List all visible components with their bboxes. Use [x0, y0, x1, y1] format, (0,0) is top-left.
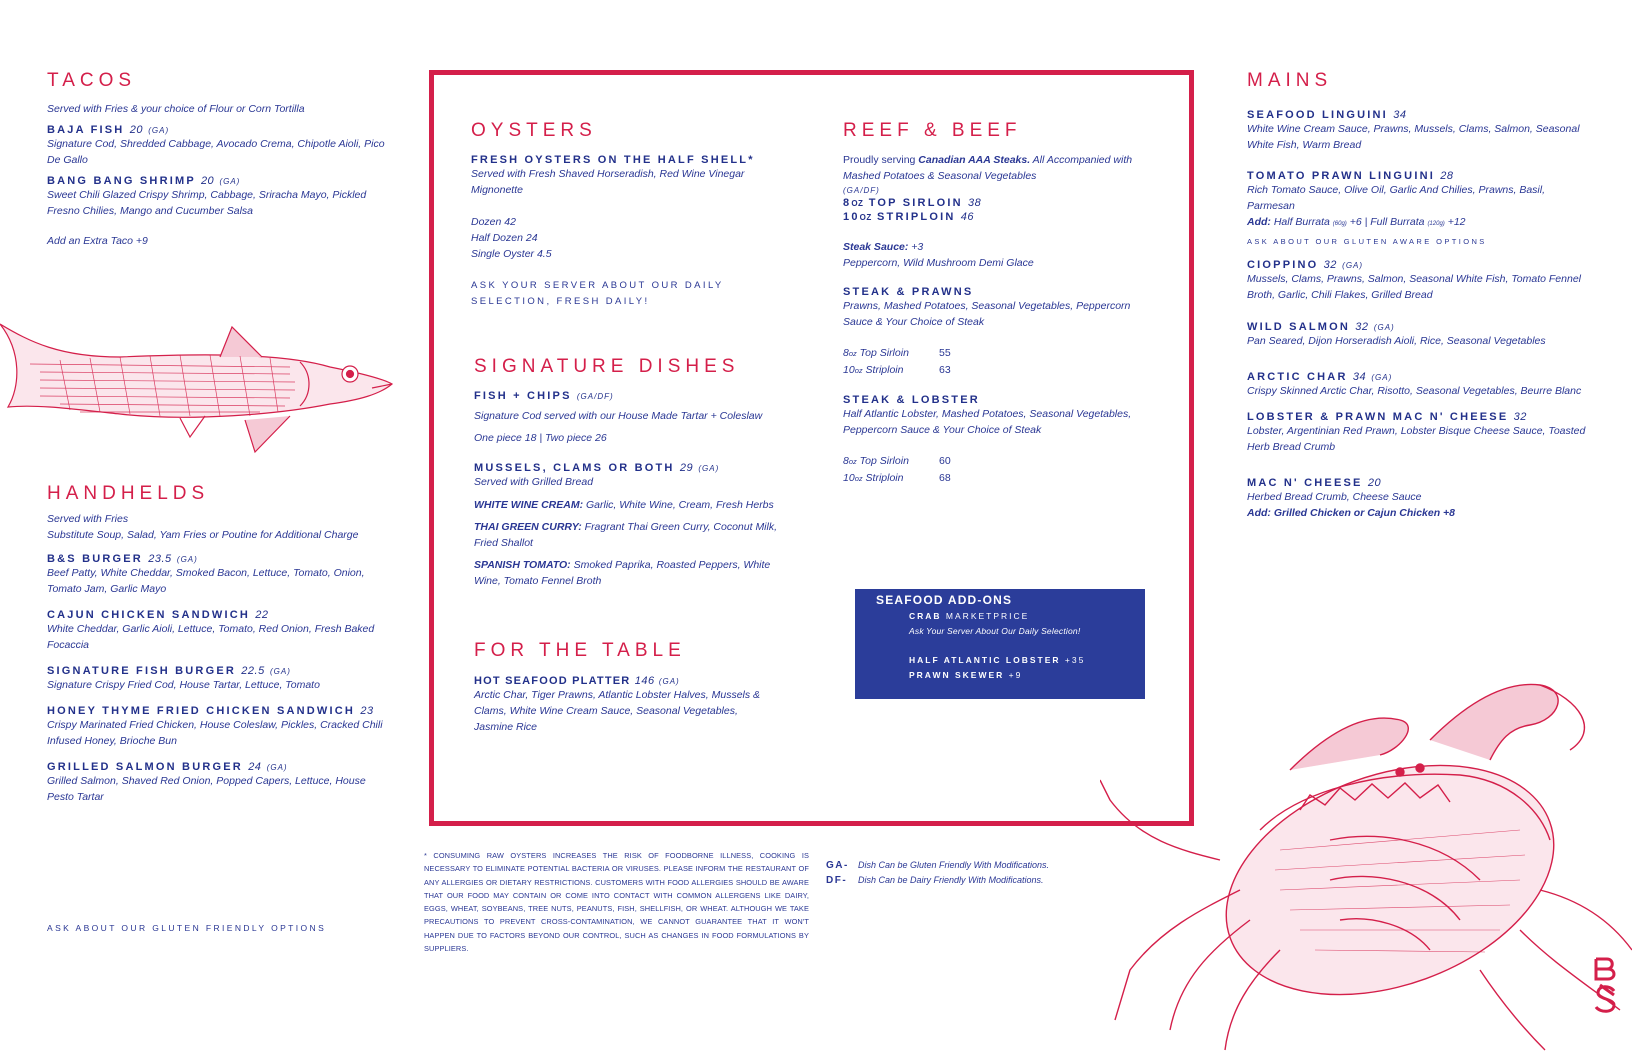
item-tag: (GA) [1371, 373, 1393, 382]
add-text: +12 [1444, 216, 1466, 228]
item-description: Crispy Skinned Arctic Char, Risotto, Seasonal Vegetables, Beurre Blanc [1247, 385, 1582, 397]
oysters-half-dozen: Half Dozen 24 [471, 232, 538, 244]
steak-sauce-price: +3 [908, 241, 924, 253]
price-row [843, 362, 1153, 379]
addon-lobster [876, 653, 1145, 668]
oysters-single: Single Oyster 4.5 [471, 248, 552, 260]
item-description: Mussels, Clams, Prawns, Salmon, Seasonal White Fish, Tomato Fennel Broth, Garlic, Chili Flakes, Grilled Bread [1247, 273, 1581, 301]
mac-addon [1247, 505, 1592, 521]
menu-item [47, 609, 392, 653]
item-description: Served with Fresh Shaved Horseradish, Red Wine Vinegar Mignonette [471, 168, 745, 196]
price-row-value: 60 [939, 455, 951, 467]
mains-title: MAINS [1247, 70, 1333, 91]
menu-item [47, 124, 392, 168]
steak-unit: OZ [851, 199, 864, 208]
handhelds-title: HANDHELDS [47, 483, 210, 504]
add-text: Half Burrata [1270, 216, 1333, 228]
item-price: 22 [255, 609, 269, 621]
legend-key: DF- [826, 875, 848, 886]
item-description: Prawns, Mashed Potatoes, Seasonal Vegetables, Peppercorn Sauce & Your Choice of Steak [843, 300, 1131, 328]
item-description: Arctic Char, Tiger Prawns, Atlantic Lobster Halves, Mussels & Clams, White Wine Cream Sauce, Seasonal Vegetables, Jasmine Rice [474, 689, 761, 733]
burrata-addon [1247, 214, 1592, 232]
menu-item [1247, 477, 1592, 521]
oysters-title: OYSTERS [471, 120, 597, 141]
item-description: Grilled Salmon, Shaved Red Onion, Popped Capers, Lettuce, House Pesto Tartar [47, 775, 366, 803]
item-name: MAC N' CHEESE [1247, 477, 1363, 489]
item-name: TOP SIRLOIN [863, 197, 963, 209]
item-name: CAJUN CHICKEN SANDWICH [47, 609, 251, 621]
intro-highlight: Canadian AAA Steaks. [918, 154, 1031, 166]
item-description: White Wine Cream Sauce, Prawns, Mussels, Clams, Salmon, Seasonal White Fish, Warm Bread [1247, 123, 1580, 151]
legend-df [826, 873, 1049, 888]
item-description: Pan Seared, Dijon Horseradish Aioli, Rice, Seasonal Vegetables [1247, 335, 1546, 347]
steak-sirloin [843, 197, 1153, 209]
signature-title: SIGNATURE DISHES [474, 356, 740, 377]
steak-sauce [843, 239, 1153, 255]
item-name: STEAK & LOBSTER [843, 394, 980, 406]
addon-price: +35 [1060, 655, 1086, 665]
add-text: +6 | Full Burrata [1346, 216, 1428, 228]
item-tag: (GA/DF) [576, 392, 614, 401]
item-price: 24 [248, 761, 262, 773]
item-price: 20 [1367, 477, 1382, 489]
price-row-label: 8oz Top Sirloin [843, 455, 909, 467]
legend-text: Dish Can be Dairy Friendly With Modifications. [858, 875, 1044, 885]
steak-size: 10 [843, 211, 860, 223]
item-tag: (GA) [176, 555, 198, 564]
reef-beef-section [843, 120, 1153, 487]
item-description: Herbed Bread Crumb, Cheese Sauce [1247, 491, 1422, 503]
for-the-table-section [474, 640, 779, 735]
broth-option-label: SPANISH TOMATO: [474, 559, 571, 571]
item-price: 32 [1513, 411, 1527, 423]
menu-item [1247, 321, 1592, 349]
item-name: FISH + CHIPS [474, 390, 572, 402]
item-description: Served with Grilled Bread [474, 476, 594, 488]
oysters-section [471, 120, 776, 310]
gluten-aware-note: ASK ABOUT OUR GLUTEN AWARE OPTIONS [1247, 237, 1487, 246]
price-row-label: 10oz Striploin [843, 472, 904, 484]
item-price: 38 [968, 197, 982, 209]
menu-item [1247, 259, 1592, 303]
item-price: 28 [1440, 170, 1454, 182]
price-row [843, 453, 1153, 470]
item-name: LOBSTER & PRAWN MAC N' CHEESE [1247, 411, 1509, 423]
item-description: Sweet Chili Glazed Crispy Shrimp, Cabbage, Sriracha Mayo, Pickled Fresno Chilies, Mango and Cucumber Salsa [47, 189, 367, 217]
item-description: Lobster, Argentinian Red Prawn, Lobster Bisque Cheese Sauce, Toasted Herb Bread Crumb [1247, 425, 1586, 453]
broth-option [474, 519, 779, 551]
item-tag: (GA) [658, 677, 680, 686]
item-name: BAJA FISH [47, 124, 125, 136]
item-description: Beef Patty, White Cheddar, Smoked Bacon, Lettuce, Tomato, Onion, Tomato Jam, Garlic Mayo [47, 567, 365, 595]
item-name: STEAK & PRAWNS [843, 286, 974, 298]
legend-text: Dish Can be Gluten Friendly With Modifications. [858, 860, 1049, 870]
item-description: Signature Crispy Fried Cod, House Tartar, Lettuce, Tomato [47, 679, 320, 691]
item-name: ARCTIC CHAR [1247, 371, 1348, 383]
item-name: HONEY THYME FRIED CHICKEN SANDWICH [47, 705, 356, 717]
addon-daily-note: Ask Your Server About Our Daily Selection! [909, 626, 1081, 636]
handhelds-section [47, 483, 392, 805]
extra-taco-note: Add an Extra Taco +9 [47, 235, 148, 247]
add-label: Add: [1247, 216, 1271, 228]
crab-illustration-icon [1100, 680, 1632, 1056]
addon-name: CRAB [909, 611, 942, 621]
broth-option [474, 557, 779, 589]
price-row [843, 345, 1153, 362]
menu-item [47, 553, 392, 597]
allergy-disclaimer: * CONSUMING RAW OYSTERS INCREASES THE RISK OF FOODBORNE ILLNESS, COOKING IS NECESSARY TO ELIMINATE POTENTIAL BACTERIA OR VIRUSES. PLEASE INFORM THE RESTAURANT OF ANY ALLERGIES OR DIETARY RESTRICTIONS. CUSTOMERS WITH FOOD ALLERGIES SHOULD BE AWARE THAT OUR FOOD MAY CONTAIN OR COME INTO CONTACT WITH COMMON ALLERGENS LIKE DAIRY, EGGS, WHEAT, SOYBEANS, TREE NUTS, PEANUTS, FISH, SHELLFISH, OR WHEAT. ALTHOUGH WE TAKE PRECAUTIONS TO PREVENT CROSS-CONTAMINATION, WE CANNOT GUARANTEE THAT IT WON'T HAPPEN DUE TO FACTORS BEYOND OUR CONTROL, SUCH AS CHANGES IN FOOD FORMULATIONS BY SUPPLIERS. [424, 851, 809, 954]
item-name: SIGNATURE FISH BURGER [47, 665, 237, 677]
broth-option-label: THAI GREEN CURRY: [474, 521, 582, 533]
item-description: Signature Cod, Shredded Cabbage, Avocado Crema, Chipotle Aioli, Pico De Gallo [47, 138, 385, 166]
dietary-legend [826, 858, 1049, 888]
item-price: 20 [129, 124, 143, 136]
item-name: HOT SEAFOOD PLATTER [474, 675, 631, 687]
add-text: Grilled Chicken or Cajun Chicken +8 [1270, 507, 1456, 519]
item-description: Half Atlantic Lobster, Mashed Potatoes, Seasonal Vegetables, Peppercorn Sauce & Your Choice of Steak [843, 408, 1132, 436]
gluten-friendly-note: ASK ABOUT OUR GLUTEN FRIENDLY OPTIONS [47, 923, 327, 933]
mains-section [1247, 70, 1592, 521]
menu-item [1247, 371, 1592, 399]
tacos-section [47, 70, 392, 249]
addon-price: +9 [1004, 670, 1023, 680]
broth-option-text: Fragrant Thai Green Curry, Coconut Milk, Fried Shallot [474, 521, 778, 549]
menu-item [47, 665, 392, 693]
item-description: Rich Tomato Sauce, Olive Oil, Garlic And Chilies, Prawns, Basil, Parmesan [1247, 184, 1545, 212]
fish-illustration-icon [0, 312, 400, 472]
tacos-intro: Served with Fries & your choice of Flour or Corn Tortilla [47, 103, 305, 115]
item-name: B&S BURGER [47, 553, 143, 565]
price-row-label: 8oz Top Sirloin [843, 347, 909, 359]
broth-option-label: WHITE WINE CREAM: [474, 499, 584, 511]
item-price: 29 [679, 462, 694, 474]
item-price: 22.5 [241, 665, 265, 677]
reef-beef-intro [843, 152, 1153, 184]
item-name: FRESH OYSTERS ON THE HALF SHELL* [471, 154, 755, 166]
handhelds-intro-substitute: Substitute Soup, Salad, Yam Fries or Poutine for Additional Charge [47, 529, 359, 541]
legend-key: GA- [826, 860, 849, 871]
item-tag: (GA) [148, 126, 170, 135]
add-label: Add: [1247, 507, 1271, 519]
addon-name: PRAWN SKEWER [909, 670, 1005, 680]
reef-beef-title: REEF & BEEF [843, 120, 1022, 141]
item-name: GRILLED SALMON BURGER [47, 761, 243, 773]
add-size: (120g) [1427, 221, 1445, 227]
add-size: (60g) [1332, 221, 1347, 227]
item-description: Crispy Marinated Fried Chicken, House Coleslaw, Pickles, Cracked Chili Infused Honey, Brioche Bun [47, 719, 383, 747]
item-name: CIOPPINO [1247, 259, 1319, 271]
tacos-title: TACOS [47, 70, 137, 91]
addon-price: MARKETPRICE [941, 611, 1030, 621]
signature-section [474, 356, 779, 589]
intro-text: Proudly serving [843, 154, 919, 166]
menu-item [47, 761, 392, 805]
addon-name: HALF ATLANTIC LOBSTER [909, 655, 1061, 665]
item-price: 146 [634, 675, 655, 687]
item-price: 34 [1393, 109, 1407, 121]
oysters-dozen: Dozen 42 [471, 216, 516, 228]
price-row-value: 68 [939, 472, 951, 484]
item-tag: (GA) [219, 177, 241, 186]
item-description: White Cheddar, Garlic Aioli, Lettuce, Tomato, Red Onion, Fresh Baked Focaccia [47, 623, 375, 651]
intro-rest: All Accompanied with Mashed Potatoes & Seasonal Vegetables [843, 154, 1133, 182]
item-name: MUSSELS, CLAMS OR BOTH [474, 462, 675, 474]
item-name: WILD SALMON [1247, 321, 1351, 333]
item-tag: (GA) [1342, 261, 1364, 270]
menu-item [47, 175, 392, 219]
addons-title: SEAFOOD ADD-ONS [876, 593, 1013, 607]
menu-item [1247, 411, 1592, 455]
item-price: 23 [360, 705, 374, 717]
item-name: TOMATO PRAWN LINGUINI [1247, 170, 1435, 182]
steak-sauce-desc: Peppercorn, Wild Mushroom Demi Glace [843, 257, 1034, 269]
item-price: 32 [1355, 321, 1369, 333]
item-price: 46 [960, 211, 974, 223]
steak-striploin [843, 211, 1153, 223]
item-name: SEAFOOD LINGUINI [1247, 109, 1388, 121]
logo [1592, 955, 1620, 1015]
broth-option-text: Smoked Paprika, Roasted Peppers, White Wine, Tomato Fennel Broth [474, 559, 771, 587]
price-row-value: 63 [939, 364, 951, 376]
oysters-daily-note: ASK YOUR SERVER ABOUT OUR DAILY SELECTION, FRESH DAILY! [471, 280, 724, 307]
menu-item [1247, 109, 1592, 153]
handhelds-intro: Served with Fries [47, 513, 129, 525]
price-row [843, 470, 1153, 487]
steak-unit: OZ [859, 213, 872, 222]
item-price: 32 [1323, 259, 1337, 271]
addon-crab [876, 609, 1145, 624]
steak-size: 8 [843, 197, 852, 209]
item-name: STRIPLOIN [871, 211, 956, 223]
item-tag: (GA/DF) [843, 186, 880, 195]
item-tag: (GA) [698, 464, 720, 473]
item-price: 23.5 [148, 553, 172, 565]
broth-option-text: Garlic, White Wine, Cream, Fresh Herbs [583, 499, 774, 511]
for-the-table-title: FOR THE TABLE [474, 640, 686, 661]
price-row-label: 10oz Striploin [843, 364, 904, 376]
item-description: Signature Cod served with our House Made Tartar + Coleslaw [474, 410, 763, 422]
menu-item [47, 705, 392, 749]
legend-ga [826, 858, 1049, 873]
item-name: BANG BANG SHRIMP [47, 175, 196, 187]
broth-option [474, 497, 779, 513]
fish-pieces-prices: One piece 18 | Two piece 26 [474, 432, 607, 444]
steak-sauce-label: Steak Sauce: [843, 241, 909, 253]
menu-item [1247, 170, 1592, 250]
item-tag: (GA) [269, 667, 291, 676]
price-row-value: 55 [939, 347, 951, 359]
item-price: 20 [200, 175, 215, 187]
item-price: 34 [1352, 371, 1367, 383]
item-tag: (GA) [1373, 323, 1395, 332]
item-tag: (GA) [266, 763, 288, 772]
